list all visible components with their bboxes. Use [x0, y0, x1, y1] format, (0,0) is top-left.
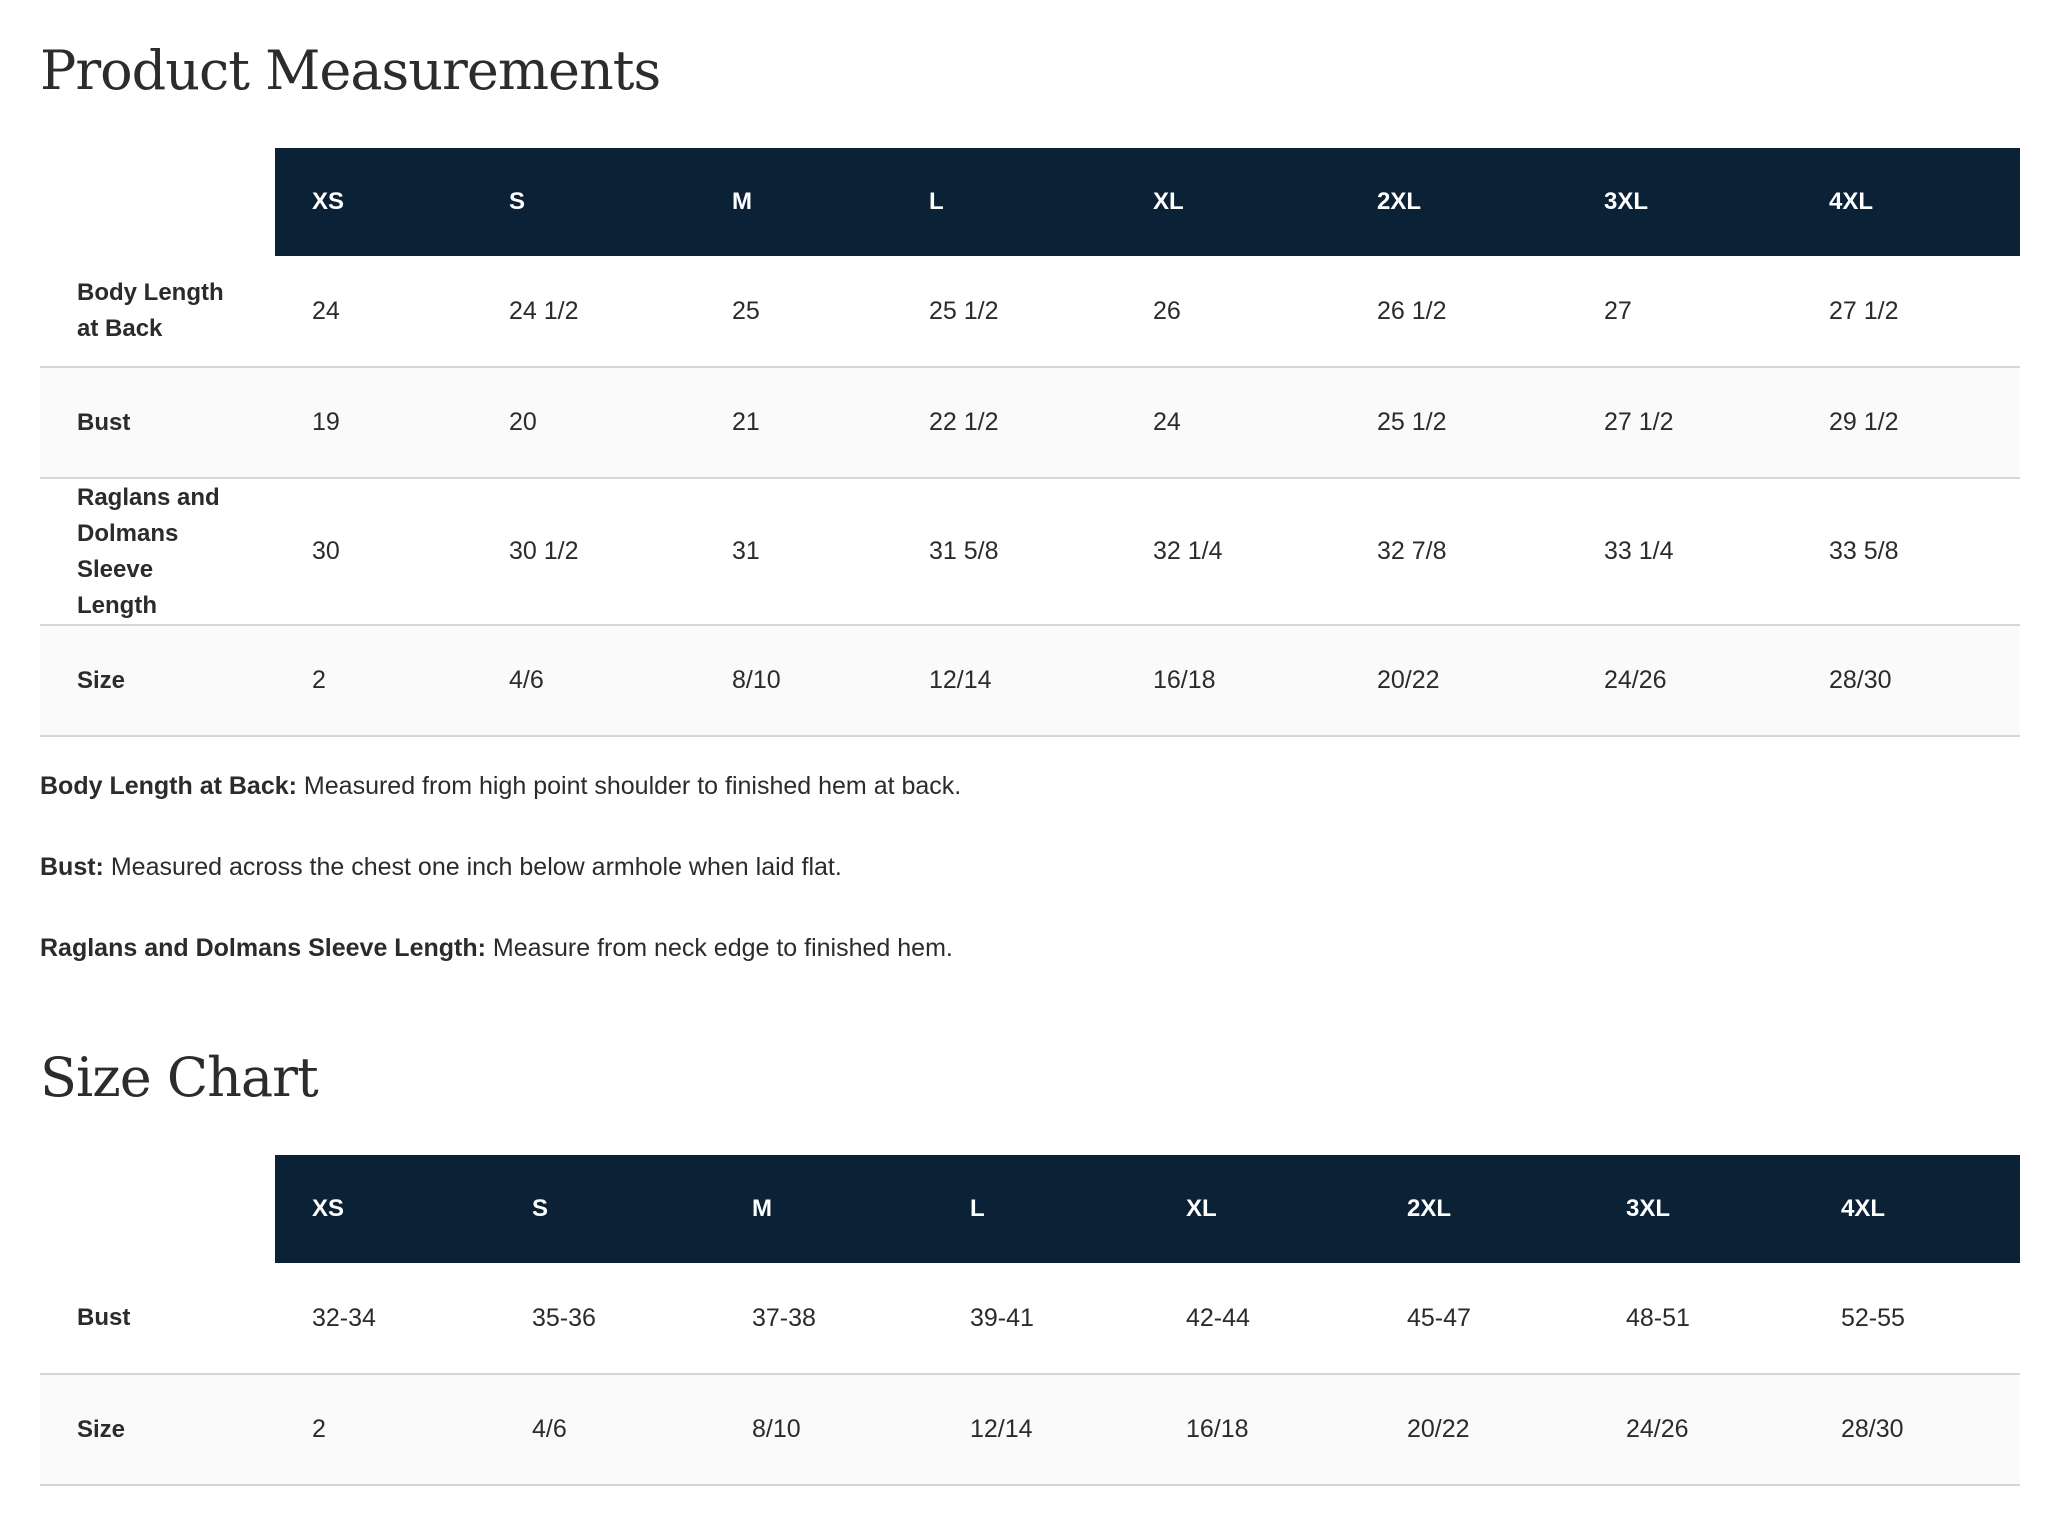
- table-cell: 22 1/2: [929, 408, 999, 436]
- column-header: 3XL: [1567, 148, 1792, 256]
- page: [0, 17, 2052, 1536]
- note-term: Bust:: [40, 853, 104, 881]
- column-header: M: [715, 1155, 933, 1263]
- table-cell: 31 5/8: [929, 537, 999, 565]
- note-term: Body Length at Back:: [40, 772, 297, 800]
- table-row: [40, 625, 2020, 736]
- row-label: Body Length at Back: [77, 279, 224, 342]
- table-cell: 19: [312, 408, 340, 436]
- table-cell: 24 1/2: [509, 296, 579, 325]
- table-cell: 4/6: [509, 666, 544, 694]
- table-cell: 25 1/2: [929, 296, 999, 325]
- table-cell: 32-34: [312, 1303, 376, 1332]
- column-header: XL: [1149, 1155, 1370, 1263]
- header-row: [40, 148, 2020, 256]
- column-header: L: [933, 1155, 1149, 1263]
- table-cell: 24/26: [1626, 1415, 1689, 1443]
- table-row: [40, 478, 2020, 625]
- table-cell: 27 1/2: [1604, 408, 1674, 436]
- table-cell: 27 1/2: [1829, 296, 1899, 325]
- column-header: XS: [275, 1155, 495, 1263]
- table-row: [40, 367, 2020, 478]
- table-cell: 24/26: [1604, 666, 1667, 694]
- column-header: XL: [1116, 148, 1340, 256]
- table-cell: 27: [1604, 296, 1632, 325]
- table-cell: 20/22: [1377, 666, 1440, 694]
- table-cell: 26 1/2: [1377, 296, 1447, 325]
- column-header: 3XL: [1589, 1155, 1804, 1263]
- table-cell: 12/14: [970, 1415, 1033, 1443]
- table-cell: 39-41: [970, 1303, 1034, 1332]
- table-cell: 52-55: [1841, 1303, 1905, 1332]
- table-cell: 28/30: [1841, 1415, 1904, 1443]
- table-cell: 24: [1153, 408, 1181, 436]
- column-header: 2XL: [1340, 148, 1567, 256]
- note-text: Measured across the chest one inch below armhole when laid flat.: [103, 853, 842, 881]
- table-cell: 4/6: [532, 1415, 567, 1443]
- column-header: 4XL: [1792, 148, 2020, 256]
- table-cell: 20: [509, 408, 537, 436]
- table-cell: 30: [312, 537, 340, 565]
- table-row: [40, 256, 2020, 367]
- table-cell: 42-44: [1186, 1303, 1250, 1332]
- table-cell: 45-47: [1407, 1303, 1471, 1332]
- table-cell: 30 1/2: [509, 537, 579, 565]
- spacer: [40, 1012, 2020, 1024]
- table-cell: 20/22: [1407, 1415, 1470, 1443]
- note-body-length: [40, 769, 2020, 850]
- table-cell: 37-38: [752, 1303, 816, 1332]
- measurement-notes: [40, 769, 2020, 1012]
- table-cell: 28/30: [1829, 666, 1892, 694]
- table-cell: 26: [1153, 296, 1181, 325]
- note-text: Measure from neck edge to finished hem.: [485, 934, 953, 962]
- table-cell: 16/18: [1186, 1415, 1249, 1443]
- table-cell: 31: [732, 537, 760, 565]
- column-header: XS: [275, 148, 472, 256]
- table-cell: 24: [312, 296, 340, 325]
- row-label: Bust: [77, 1304, 131, 1331]
- note-term: Raglans and Dolmans Sleeve Length:: [40, 934, 486, 962]
- table-cell: 8/10: [752, 1415, 801, 1443]
- header-corner: [40, 1155, 275, 1263]
- table-cell: 25 1/2: [1377, 408, 1447, 436]
- table-cell: 29 1/2: [1829, 408, 1899, 436]
- note-sleeve-length: [40, 931, 2020, 1012]
- header-corner: [40, 148, 275, 256]
- row-label: Bust: [77, 408, 131, 436]
- table-cell: 12/14: [929, 666, 992, 694]
- table-cell: 32 7/8: [1377, 537, 1447, 565]
- column-header: 4XL: [1804, 1155, 2020, 1263]
- size-chart-table: [40, 1155, 2020, 1486]
- column-header: S: [495, 1155, 715, 1263]
- note-bust: [40, 850, 2020, 931]
- column-header: 2XL: [1370, 1155, 1589, 1263]
- product-measurements-table: [40, 148, 2020, 737]
- table-cell: 2: [312, 666, 326, 694]
- table-cell: 21: [732, 408, 760, 436]
- table-row: [40, 1374, 2020, 1485]
- row-label: Size: [77, 666, 126, 694]
- column-header: S: [472, 148, 695, 256]
- table-cell: 16/18: [1153, 666, 1216, 694]
- table-cell: 33 1/4: [1604, 537, 1674, 565]
- table-cell: 2: [312, 1415, 326, 1443]
- table-cell: 35-36: [532, 1303, 596, 1332]
- table-cell: 32 1/4: [1153, 537, 1223, 565]
- table-cell: 48-51: [1626, 1303, 1690, 1332]
- size-chart-title: Size Chart: [40, 1046, 318, 1109]
- table-row: [40, 1263, 2020, 1374]
- table-cell: 33 5/8: [1829, 537, 1899, 565]
- note-text: Measured from high point shoulder to finished hem at back.: [296, 772, 962, 800]
- column-header: M: [695, 148, 892, 256]
- table-cell: 25: [732, 296, 760, 325]
- product-measurements-title: Product Measurements: [40, 39, 661, 102]
- row-label: Size: [77, 1415, 126, 1443]
- header-row: [40, 1155, 2020, 1263]
- table-cell: 8/10: [732, 666, 781, 694]
- column-header: L: [892, 148, 1116, 256]
- row-label: Raglans and Dolmans Sleeve Length: [77, 483, 220, 619]
